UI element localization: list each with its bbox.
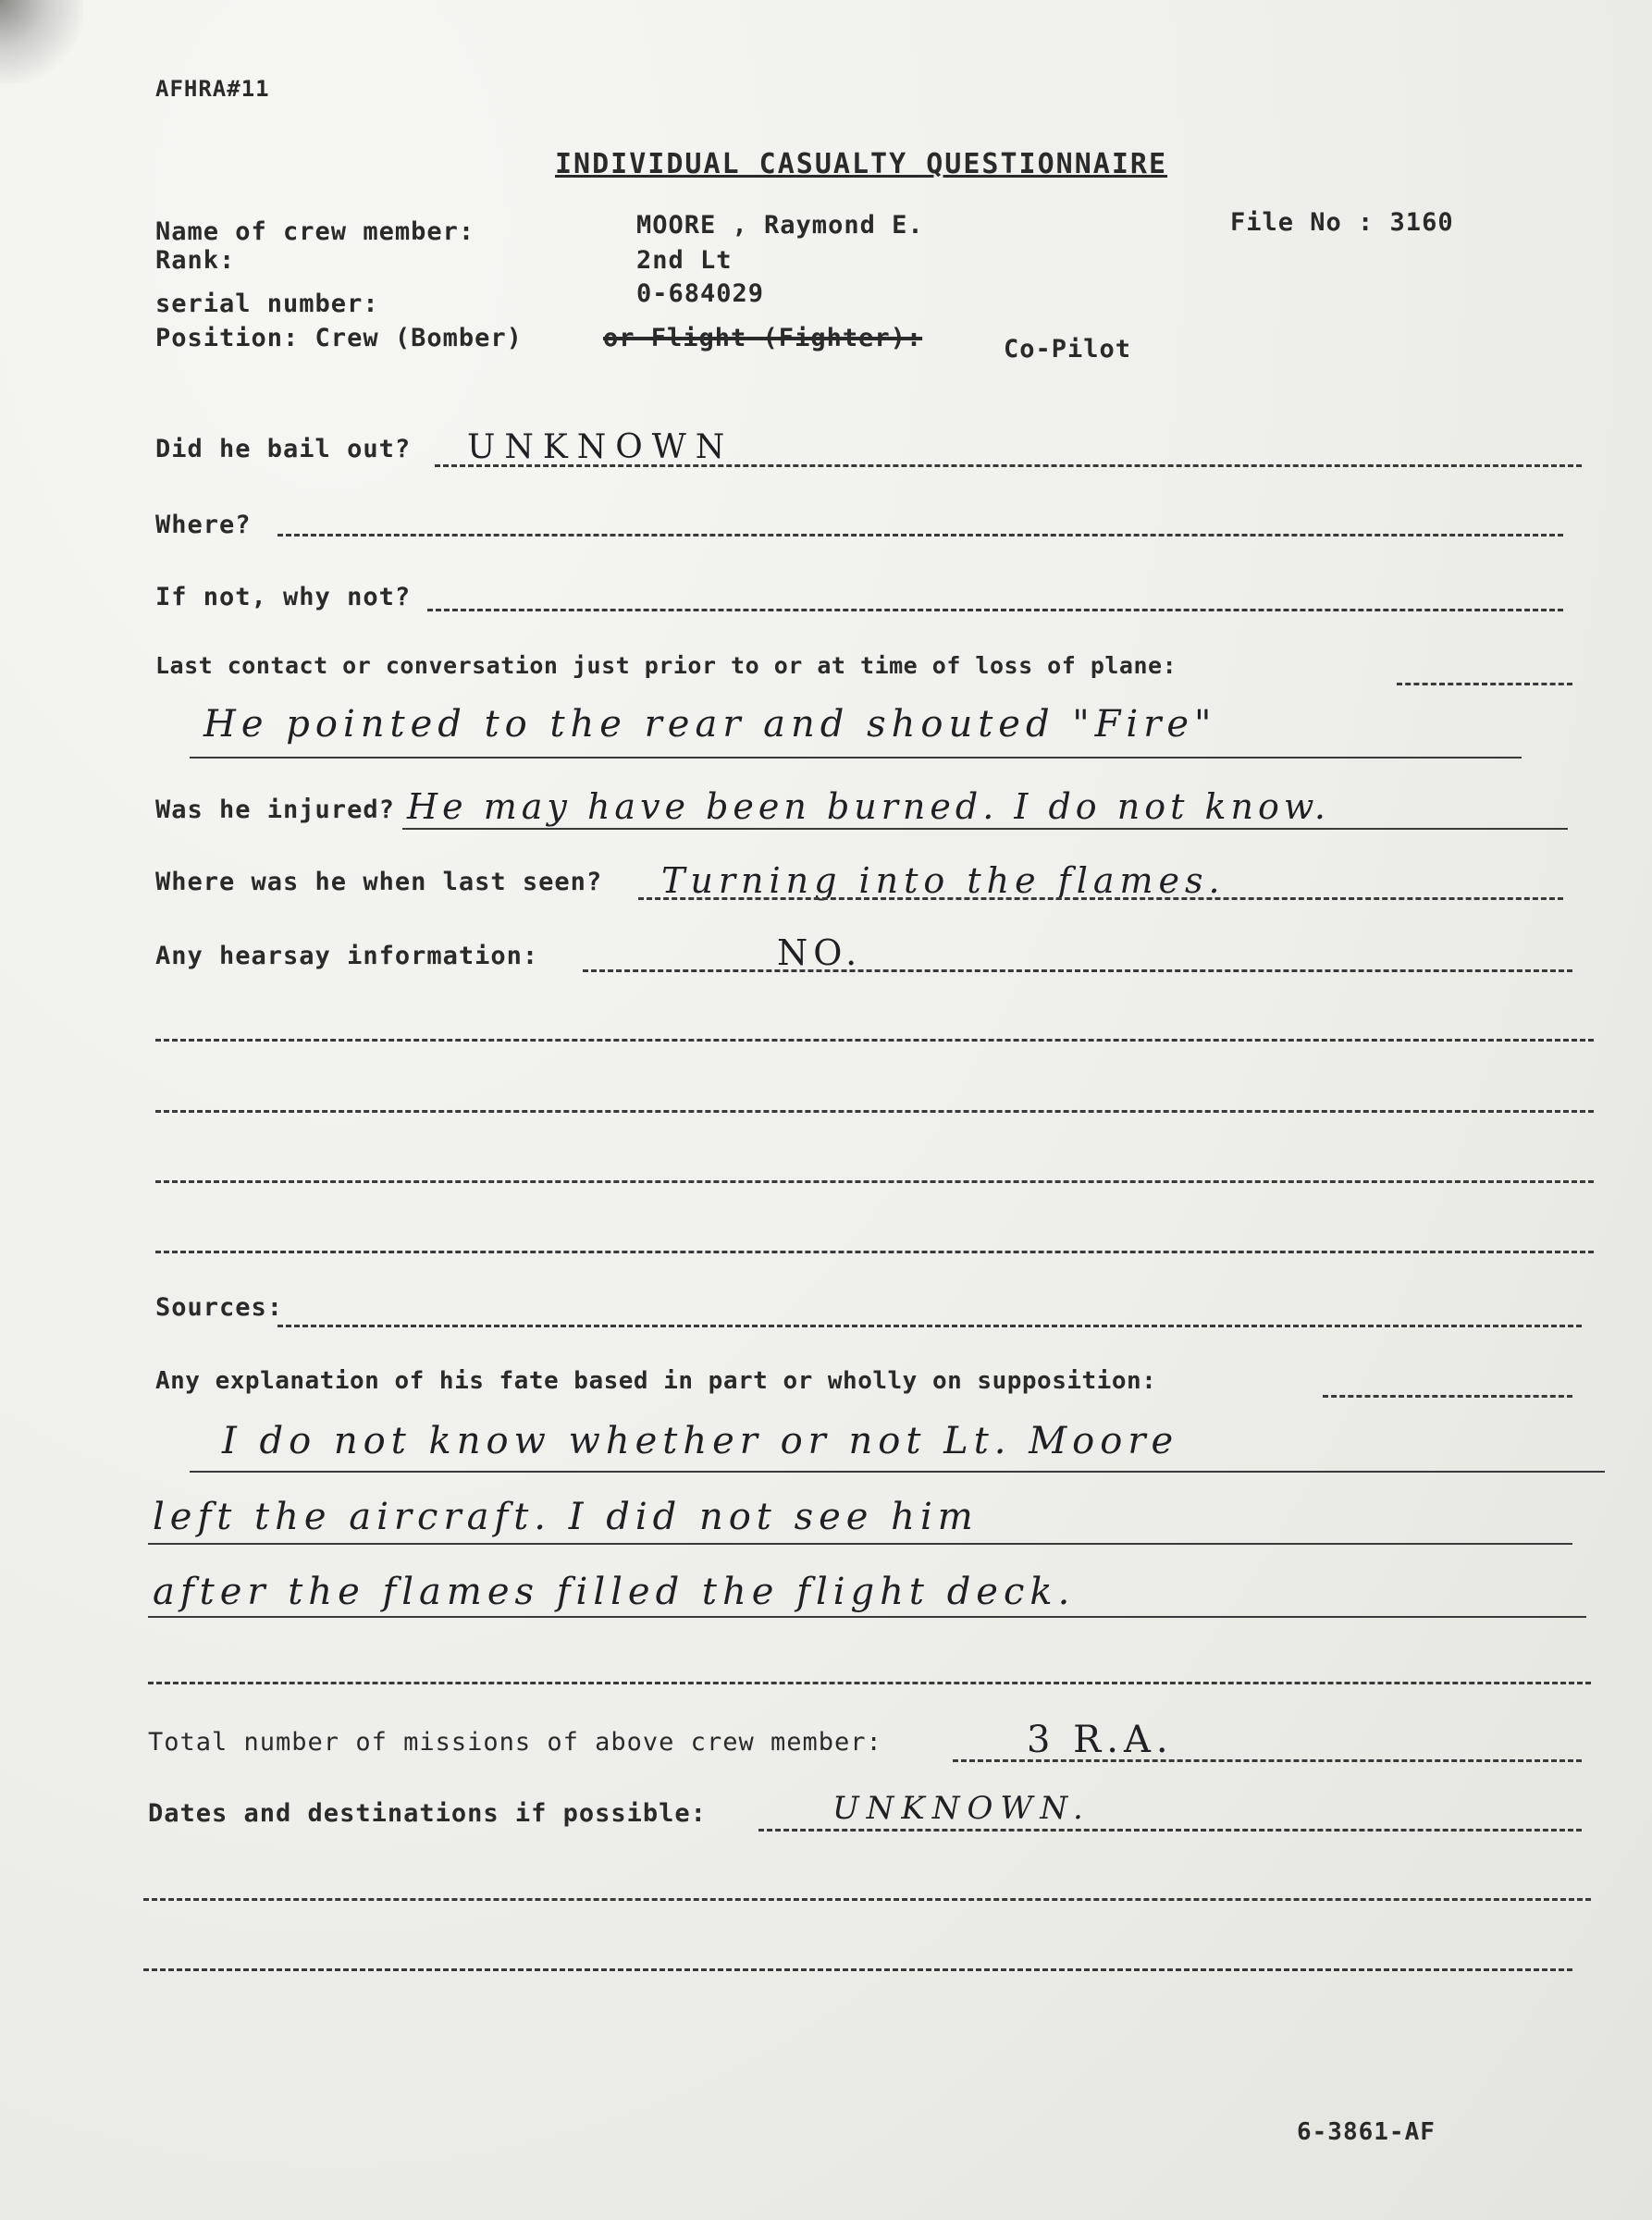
missions-answer: 3 R.A. [1027,1719,1174,1761]
explanation-line-2: left the aircraft. I did not see him [153,1496,979,1538]
injured-answer: He may have been burned. I do not know. [407,786,1330,827]
name-label: Name of crew member: [155,217,475,246]
explanation-line-3: after the flames filled the flight deck. [153,1571,1076,1613]
corner-shadow [0,0,83,83]
blank-line-3 [155,1180,1594,1183]
blank-line-6 [143,1898,1591,1901]
top-code: AFHRA#11 [155,76,270,102]
form-code: 6-3861-AF [1297,2118,1436,2146]
injured-line [402,828,1568,830]
injured-label: Was he injured? [155,796,395,824]
name-value: MOORE , Raymond E. [636,211,924,240]
last-contact-label: Last contact or conversation just prior to or at time of loss of plane: [155,652,1177,679]
if-not-label: If not, why not? [155,583,412,611]
explanation-rule-3 [148,1616,1586,1618]
hearsay-line [583,969,1572,972]
where-line [277,534,1563,536]
sources-line [277,1325,1582,1327]
rank-value: 2nd Lt [636,246,733,275]
position-label: Position: Crew (Bomber) [155,324,523,352]
position-struck-text: or Flight (Fighter): [603,324,923,352]
bail-answer: UNKNOWN [467,428,734,466]
dates-line [758,1829,1582,1832]
explanation-rule-1 [190,1471,1605,1473]
blank-line-4 [155,1251,1594,1253]
blank-line-7 [143,1968,1572,1971]
last-seen-line [638,897,1563,900]
missions-line [953,1759,1582,1762]
last-seen-label: Where was he when last seen? [155,868,603,896]
file-number: File No : 3160 [1230,208,1454,237]
position-value: Co-Pilot [1004,335,1132,364]
page-title: INDIVIDUAL CASUALTY QUESTIONNAIRE [555,148,1168,180]
last-contact-answer-line [190,757,1522,758]
where-label: Where? [155,511,252,539]
explanation-rule-2 [148,1543,1572,1545]
serial-label: serial number: [155,290,379,318]
hearsay-answer: NO. [777,932,863,973]
sources-label: Sources: [155,1293,284,1322]
blank-line-5 [148,1682,1591,1684]
bail-label: Did he bail out? [155,435,412,463]
hearsay-label: Any hearsay information: [155,942,539,970]
explanation-line-1: I do not know whether or not Lt. Moore [222,1420,1179,1462]
if-not-line [427,609,1563,611]
last-contact-answer: He pointed to the rear and shouted "Fire" [203,703,1217,746]
last-seen-answer: Turning into the flames. [661,860,1226,901]
blank-line-2 [155,1110,1594,1113]
explanation-label-line [1323,1395,1572,1398]
blank-line-1 [155,1039,1594,1042]
last-contact-line [1397,683,1572,685]
explanation-label: Any explanation of his fate based in part or wholly on supposition: [155,1367,1157,1395]
serial-value: 0-684029 [636,279,765,308]
missions-label: Total number of missions of above crew member: [148,1728,882,1757]
bail-line [435,464,1582,467]
dates-answer: UNKNOWN. [832,1790,1091,1827]
dates-label: Dates and destinations if possible: [148,1799,707,1828]
rank-label: Rank: [155,246,236,275]
